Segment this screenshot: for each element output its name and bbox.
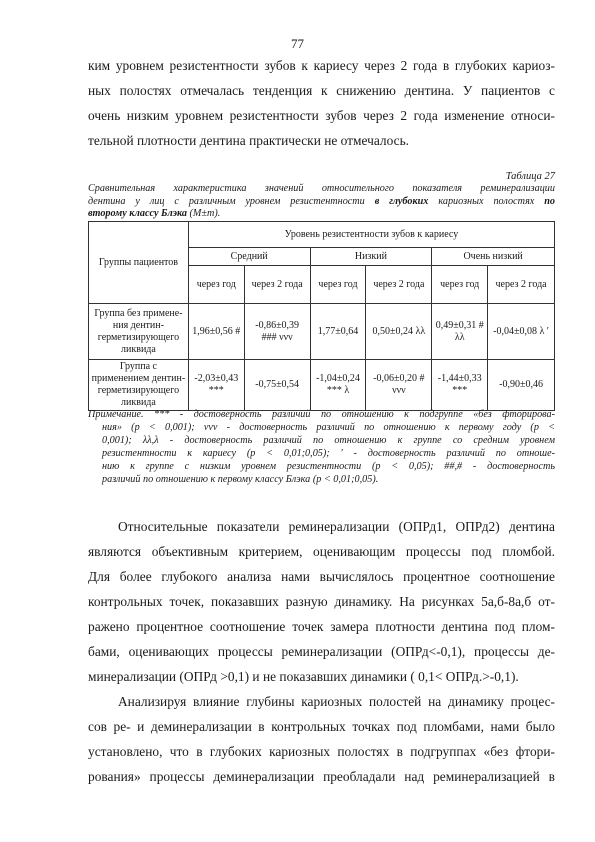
table-cell: -1,44±0,33 *** [432, 360, 488, 411]
table-cell: -0,75±0,54 [244, 360, 310, 411]
table-cell: -0,86±0,39 ### ννν [244, 304, 310, 360]
body-paragraph-2 [88, 514, 555, 689]
table-cell: -0,90±0,46 [488, 360, 555, 411]
text-line: Для более глубокого анализа нами вычислялось процентное соотношение [88, 569, 555, 584]
level-header: Уровень резистентности зубов к кариесу [188, 222, 554, 248]
text-line: ражено процентное соотношение точек замера плотности дентина под плом- [88, 619, 555, 634]
page-number: 77 [291, 36, 304, 51]
intro-paragraph [88, 53, 555, 153]
text-line: установлено, что в глубоких кариозных полостях в подгруппах «без фтори- [88, 744, 555, 759]
note-line: нию к группе с низким уровнем резистентности (р < 0,05); ##,# - достоверность [102, 461, 555, 472]
table-cell: -0,06±0,20 # ννν [366, 360, 432, 411]
caption-line: второму классу Блэка (M±m). [88, 208, 221, 219]
table-cell: -1,04±0,24 *** λ [310, 360, 366, 411]
table-caption [88, 183, 555, 221]
group-name: Группа без примене-ния дентин-герметизирующего ликвида [89, 304, 189, 360]
table-cell: -2,03±0,43 *** [188, 360, 244, 411]
table-cell: -0,04±0,08 λ ′ [488, 304, 555, 360]
text-line: являются объективным критерием, оценивающим процессы под пломбой. [88, 544, 555, 559]
level-low: Низкий [310, 248, 432, 266]
data-table [88, 221, 555, 411]
period-header: через год [310, 266, 366, 304]
period-header: через 2 года [488, 266, 555, 304]
table-cell: 1,77±0,64 [310, 304, 366, 360]
note-line: 0,001); λλ,λ - достоверность различий по отношению к группе со средним уровнем [102, 435, 555, 446]
text-line: минерализации (ОПРд >0,1) и не показавших динамики ( 0,1< ОПРд.>-0,1). [88, 669, 519, 684]
level-very-low: Очень низкий [432, 248, 555, 266]
text-line: ким уровнем резистентности зубов к кариесу через 2 года в глубоких кариоз- [88, 58, 555, 73]
level-medium: Средний [188, 248, 310, 266]
table-cell: 0,50±0,24 λλ [366, 304, 432, 360]
table-cell: 1,96±0,56 # [188, 304, 244, 360]
text-line: очень низким уровнем резистентности зубов через 2 года изменение относи- [88, 108, 555, 123]
text-line: бами, оценивающих процессы реминерализации (ОПРд<-0,1), процессы де- [88, 644, 555, 659]
period-header: через год [432, 266, 488, 304]
table-cell: 0,49±0,31 # λλ [432, 304, 488, 360]
period-header: через 2 года [366, 266, 432, 304]
period-header: через 2 года [244, 266, 310, 304]
note-line: ния» (р < 0,001); ννν - достоверность различий по отношению к первому году (р < [102, 422, 555, 433]
text-line: контрольных точек, показавших разную динамику. На рисунках 5а,б-8а,б от- [88, 594, 555, 609]
text-line: сов ре- и деминерализации в контрольных точках под пломбами, нами было [88, 719, 555, 734]
period-header: через год [188, 266, 244, 304]
table-note [88, 408, 555, 486]
note-line: резистентности к кариесу (р < 0,01;0,05); ′ - достоверность различий по отноше- [102, 448, 555, 459]
caption-line: Сравнительная характеристика значений относительного показателя реминерализации [88, 183, 555, 194]
body-paragraph-3 [88, 689, 555, 789]
note-line: различий по отношению к первому классу Блэка (р < 0,01;0,05). [102, 474, 379, 485]
text-line: Относительные показатели реминерализации (ОПРд1, ОПРд2) дентина [118, 519, 555, 534]
text-line: ных полостях отмечалась тенденция к снижению дентина. У пациентов с [88, 83, 555, 98]
caption-line: дентина у лиц с различным уровнем резистентности в глубоких кариозных полостях по [88, 195, 556, 207]
table-label: Таблица 27 [505, 171, 555, 182]
groups-header: Группы пациентов [89, 222, 189, 304]
group-name: Группа с применением дентин-герметизирующего ликвида [89, 360, 189, 411]
table-row [89, 360, 555, 411]
text-line: рования» процессы деминерализации преобладали над реминерализацией в [88, 769, 555, 784]
note-line: Примечание. *** - достоверность различий по отношению к подгруппе «без фторирова- [88, 409, 555, 420]
table-row [89, 304, 555, 360]
text-line: Анализируя влияние глубины кариозных полостей на динамику процес- [118, 694, 555, 709]
text-line: тельной плотности дентина практически не отмечалось. [88, 133, 410, 148]
